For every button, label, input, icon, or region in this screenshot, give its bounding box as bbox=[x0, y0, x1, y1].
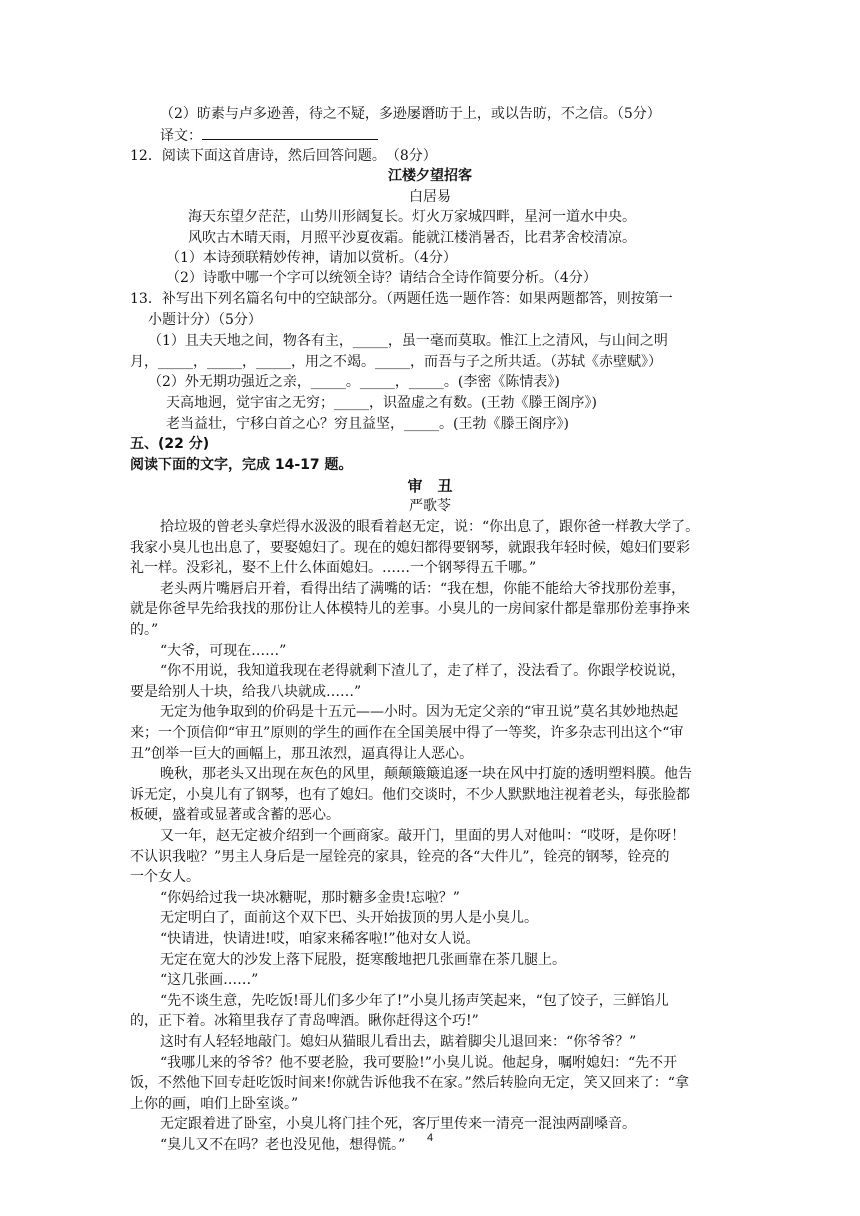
section-five-heading: 五、(22 分) bbox=[130, 436, 210, 452]
q12-sub1: （1）本诗颈联精妙传神，请加以赏析。（4分） bbox=[166, 250, 457, 266]
answer-blank[interactable] bbox=[202, 125, 378, 140]
story-line: 的，正下着。冰箱里我存了青岛啤酒。瞅你赶得这个巧!” bbox=[130, 1013, 479, 1029]
translation-label: 译文： bbox=[160, 128, 202, 144]
story-title: 审 丑 bbox=[407, 477, 453, 495]
story-line: “这几张画……” bbox=[160, 972, 259, 988]
q13-sub2: （2）外无期功强近之亲，_____。_____，_____。(李密《陈情表》) bbox=[148, 374, 560, 390]
q13-prompt-cont: 小题计分）（5分） bbox=[148, 312, 262, 328]
story-line: “先不谈生意，先吃饭!哥儿们多少年了!”小臭儿扬声笑起来，“包了饺子，三鲜馅儿 bbox=[160, 993, 669, 1009]
story-line: “快请进，快请进!哎，咱家来稀客啦!”他对女人说。 bbox=[160, 931, 480, 947]
story-line: “臭儿又不在吗？老也没见他，想得慌。” bbox=[160, 1137, 406, 1153]
story-line: 饭，不然他下回专赶吃饭时间来!你就告诉他我不在家。”然后转脸向无定，笑又回来了：“拿 bbox=[130, 1075, 689, 1091]
story-line: 诉无定，小臭儿有了钢琴，也有了媳妇。他们交谈时，不少人默默地注视着老头，每张脸都 bbox=[130, 787, 690, 803]
section-five-instruction: 阅读下面的文字，完成 14-17 题。 bbox=[130, 457, 353, 473]
q11-sub2: （2）昉素与卢多逊善，待之不疑，多逊屡谮昉于上，或以告昉，不之信。（5分） bbox=[160, 106, 661, 122]
story-line: 我家小臭儿也出息了，要娶媳妇了。现在的媳妇都得要钢琴，就跟我年轻时候，媳妇们要彩 bbox=[130, 540, 690, 556]
story-line: 礼一样。没彩礼，娶不上什么体面媳妇。……一个钢琴得五千哪。” bbox=[130, 560, 537, 576]
story-line: 无定跟着进了卧室，小臭儿将门挂个死，客厅里传来一清亮一混浊两副嗓音。 bbox=[160, 1116, 636, 1132]
q13-sub2-line3: 老当益壮，宁移白首之心？穷且益坚，_____。(王勃《滕王阁序》) bbox=[166, 416, 569, 432]
page-number: 4 bbox=[426, 1132, 434, 1144]
story-line: 就是你爸早先给我找的那份让人体模特儿的差事。小臭儿的一房间家什都是靠那份差事挣来 bbox=[130, 601, 690, 617]
story-line: 上你的画，咱们上卧室谈。” bbox=[130, 1096, 299, 1112]
story-line: 要是给别人十块，给我八块就成……” bbox=[130, 684, 362, 700]
story-line: 无定在宽大的沙发上落下屁股，挺寒酸地把几张画靠在茶几腿上。 bbox=[160, 952, 566, 968]
story-line: 丑”创举一巨大的画幅上，那丑浓烈，逼真得让人恶心。 bbox=[130, 746, 474, 762]
story-line: 老头两片嘴唇启开着，看得出结了满嘴的话：“我在想，你能不能给大爷找那份差事， bbox=[160, 581, 686, 597]
story-line: 一个女人。 bbox=[130, 869, 200, 885]
story-line: 这时有人轻轻地敲门。媳妇从猫眼儿看出去，踮着脚尖儿退回来：“你爷爷？” bbox=[160, 1034, 637, 1050]
translation-line bbox=[160, 125, 378, 145]
story-line: 板硬，盛着或显著或含蓄的恶心。 bbox=[130, 807, 340, 823]
story-line: 来；一个顶信仰“审丑”原则的学生的画作在全国美展中得了一等奖，许多杂志刊出这个“审 bbox=[130, 725, 684, 741]
q13-sub1-cont: 月，_____，_____，_____，用之不竭。_____，而吾与子之所共适。（苏轼《赤壁赋》） bbox=[130, 354, 662, 370]
story-line: “大爷，可现在……” bbox=[160, 643, 287, 659]
q12-sub2: （2）诗歌中哪一个字可以统领全诗？请结合全诗作简要分析。（4分） bbox=[166, 270, 597, 286]
story-line: 无定明白了，面前这个双下巴、头开始拔顶的男人是小臭儿。 bbox=[160, 910, 538, 926]
story-line: 不认识我啦？”男主人身后是一屋铨亮的家具，铨亮的各“大件儿”，铨亮的钢琴，铨亮的 bbox=[130, 849, 670, 865]
story-line: 无定为他争取到的价码是十五元——小时。因为无定父亲的“审丑说”莫名其妙地热起 bbox=[160, 704, 679, 720]
q13-sub2-line2: 天高地迥，觉宇宙之无穷；_____，识盈虚之有数。(王勃《滕王阁序》) bbox=[166, 395, 597, 411]
poem-title: 江楼夕望招客 bbox=[388, 168, 472, 184]
poem-author: 白居易 bbox=[409, 189, 451, 205]
story-author: 严歌苓 bbox=[409, 498, 451, 514]
story-line: 拾垃圾的曾老头拿烂得水汲汲的眼看着赵无定，说：“你出息了，跟你爸一样教大学了。 bbox=[160, 519, 700, 535]
story-line: “你妈给过我一块冰糖呢，那时糖多金贵!忘啦？” bbox=[160, 890, 460, 906]
q12-prompt: 12．阅读下面这首唐诗，然后回答问题。 （8分） bbox=[130, 148, 437, 164]
story-line: “我哪儿来的爷爷？他不要老脸，我可要脸!”小臭儿说。他起身，嘱咐媳妇：“先不开 bbox=[160, 1055, 678, 1071]
poem-line: 海天东望夕茫茫，山势川形阔复长。灯火万家城四畔，星河一道水中央。 bbox=[188, 209, 636, 225]
poem-line: 风吹古木晴天雨，月照平沙夏夜霜。能就江楼消暑否，比君茅舍校清凉。 bbox=[188, 230, 636, 246]
story-line: “你不用说，我知道我现在老得就剩下渣儿了，走了样了，没法看了。你跟学校说说， bbox=[160, 663, 686, 679]
q13-sub1: （1）且夫天地之间，物各有主，_____，虽一毫而莫取。惟江上之清风，与山间之明 bbox=[148, 333, 668, 349]
story-line: 又一年，赵无定被介绍到一个画商家。敲开门，里面的男人对他叫：“哎呀，是你呀！ bbox=[160, 828, 686, 844]
story-line: 的。” bbox=[130, 622, 159, 638]
story-line: 晚秋，那老头又出现在灰色的风里，颠颠簸簸追逐一块在风中打旋的透明塑料膜。他告 bbox=[160, 766, 692, 782]
q13-prompt: 13．补写出下列名篇名句中的空缺部分。（两题任选一题作答：如果两题都答，则按第一 bbox=[130, 291, 673, 307]
